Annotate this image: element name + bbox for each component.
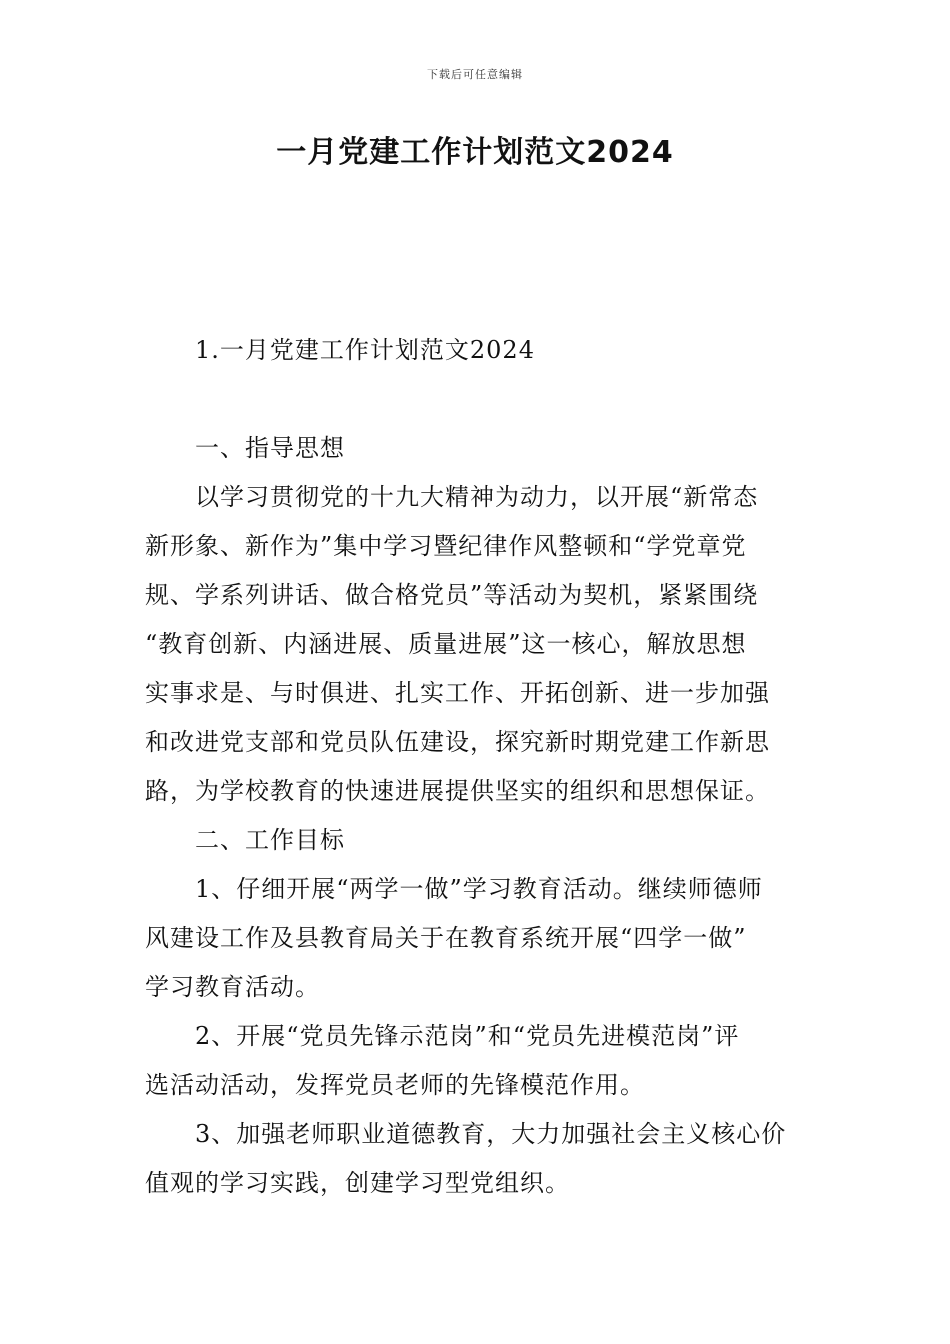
paragraph-line: 以学习贯彻党的十九大精神为动力，以开展“新常态 — [195, 483, 759, 511]
section-heading-goals: 二、工作目标 — [195, 826, 345, 854]
goal-3-line: 3、加强老师职业道德教育，大力加强社会主义核心价 — [195, 1120, 787, 1148]
paragraph-line: 实事求是、与时俱进、扎实工作、开拓创新、进一步加强 — [145, 679, 770, 707]
goal-1-line: 风建设工作及县教育局关于在教育系统开展“四学一做” — [145, 924, 747, 952]
goal-2-line: 选活动活动，发挥党员老师的先锋模范作用。 — [145, 1071, 645, 1099]
section-heading-guiding: 一、指导思想 — [195, 434, 345, 462]
document-title: 一月党建工作计划范文2024 — [276, 135, 674, 170]
subtitle-block — [145, 326, 805, 375]
guiding-section — [145, 424, 805, 1208]
header-note: 下载后可任意编辑 — [427, 68, 523, 81]
goal-2-line: 2、开展“党员先锋示范岗”和“党员先进模范岗”评 — [195, 1022, 740, 1050]
paragraph-line: 和改进党支部和党员队伍建设，探究新时期党建工作新思 — [145, 728, 770, 756]
goal-1-line: 学习教育活动。 — [145, 973, 320, 1001]
paragraph-line: 新形象、新作为”集中学习暨纪律作风整顿和“学党章党 — [145, 532, 747, 560]
paragraph-line: “教育创新、内涵进展、质量进展”这一核心，解放思想 — [145, 630, 747, 658]
goal-3-line: 值观的学习实践，创建学习型党组织。 — [145, 1169, 570, 1197]
document-subtitle: 1.一月党建工作计划范文2024 — [195, 336, 535, 364]
paragraph-line: 规、学系列讲话、做合格党员”等活动为契机，紧紧围绕 — [145, 581, 759, 609]
paragraph-line: 路，为学校教育的快速进展提供坚实的组织和思想保证。 — [145, 777, 770, 805]
goal-1-line: 1、仔细开展“两学一做”学习教育活动。继续师德师 — [195, 875, 763, 903]
